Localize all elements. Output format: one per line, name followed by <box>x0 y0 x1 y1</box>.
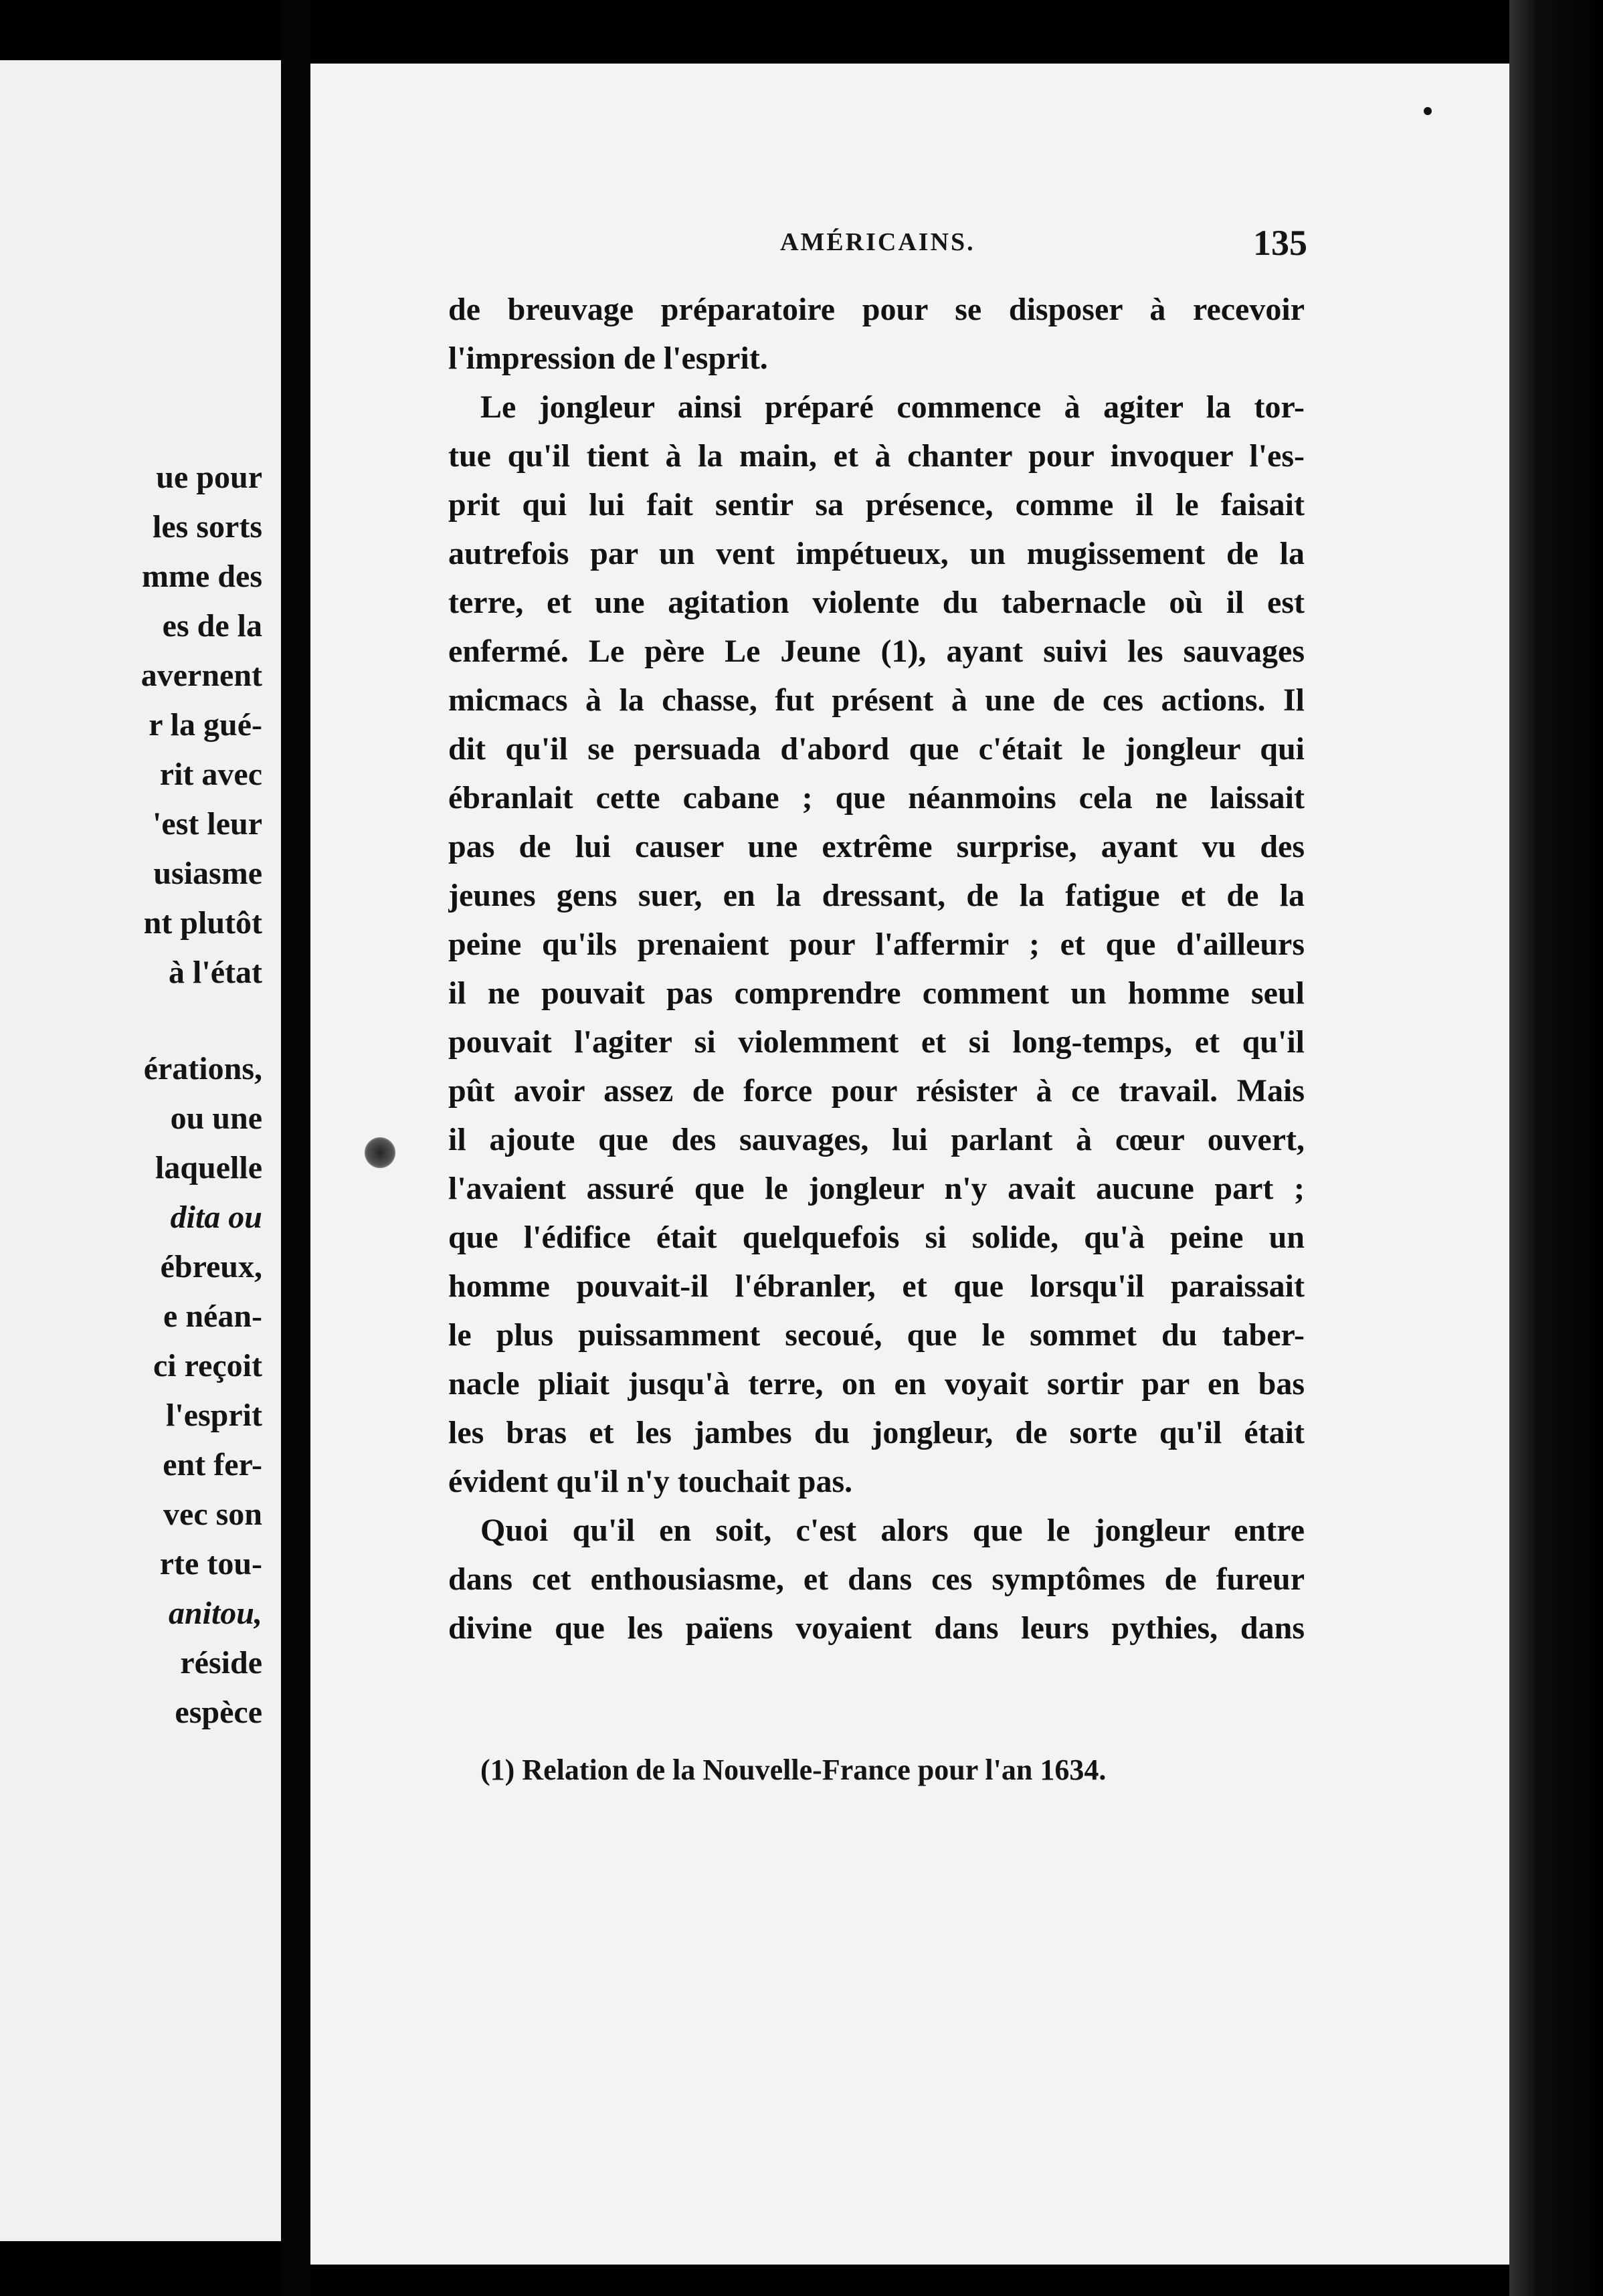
left-page-line: anitou, <box>168 1596 262 1631</box>
left-page-line: l'esprit <box>166 1398 262 1433</box>
text-line: il ajoute que des sauvages, lui parlant à cœur ouvert, <box>448 1122 1305 1157</box>
text-line: les bras et les jambes du jongleur, de sorte qu'il était <box>448 1415 1305 1450</box>
left-page-line: laquelle <box>155 1150 262 1185</box>
text-line: tue qu'il tient à la main, et à chanter pour invoquer l'es- <box>448 438 1305 474</box>
left-page-line: usiasme <box>153 856 262 891</box>
left-page-line: vec son <box>163 1497 262 1532</box>
left-page-line: à l'état <box>169 955 262 990</box>
left-page-line: rte tou- <box>159 1546 262 1582</box>
body-text <box>448 285 1305 1652</box>
text-line: évident qu'il n'y touchait pas. <box>448 1464 853 1499</box>
text-line: Quoi qu'il en soit, c'est alors que le jongleur entre <box>480 1513 1305 1548</box>
text-line: l'impression de l'esprit. <box>448 341 768 376</box>
left-page-line: nt plutôt <box>143 905 262 941</box>
left-page-line: r la gué- <box>149 707 262 743</box>
left-page-line: réside <box>180 1645 262 1681</box>
text-line: homme pouvait-il l'ébranler, et que lorsqu'il paraissait <box>448 1268 1305 1304</box>
text-line: prit qui lui fait sentir sa présence, comme il le faisait <box>448 487 1305 522</box>
text-line: pouvait l'agiter si violemment et si long-temps, et qu'il <box>448 1024 1305 1060</box>
text-line: dit qu'il se persuada d'abord que c'était le jongleur qui <box>448 731 1305 767</box>
text-line: pût avoir assez de force pour résister à ce travail. Mais <box>448 1073 1305 1109</box>
book-gutter <box>281 0 310 2296</box>
footnote: (1) Relation de la Nouvelle-France pour l'an 1634. <box>480 1753 1107 1786</box>
left-page-line: ue pour <box>156 460 262 495</box>
left-page-line: dita ou <box>170 1200 262 1235</box>
left-page-line: es de la <box>162 608 262 644</box>
text-line: il ne pouvait pas comprendre comment un homme seul <box>448 975 1305 1011</box>
ink-blot <box>365 1137 395 1168</box>
ink-dot <box>1424 107 1432 115</box>
left-page-line: les sorts <box>153 509 262 545</box>
text-line: terre, et une agitation violente du tabernacle où il est <box>448 585 1305 620</box>
left-page-line: mme des <box>142 559 262 594</box>
text-line: l'avaient assuré que le jongleur n'y avait aucune part ; <box>448 1171 1305 1206</box>
text-line: dans cet enthousiasme, et dans ces symptômes de fureur <box>448 1561 1305 1597</box>
text-line: que l'édifice était quelquefois si solide, qu'à peine un <box>448 1220 1305 1255</box>
text-line: Le jongleur ainsi préparé commence à agiter la tor- <box>480 389 1305 425</box>
text-line: divine que les païens voyaient dans leurs pythies, dans <box>448 1610 1305 1646</box>
text-line: pas de lui causer une extrême surprise, ayant vu des <box>448 829 1305 864</box>
text-line: enfermé. Le père Le Jeune (1), ayant suivi les sauvages <box>448 634 1305 669</box>
left-page-line: rit avec <box>159 757 262 792</box>
text-line: ébranlait cette cabane ; que néanmoins cela ne laissait <box>448 780 1305 816</box>
left-page-line: 'est leur <box>153 806 262 842</box>
text-line: micmacs à la chasse, fut présent à une de ces actions. Il <box>448 682 1305 718</box>
left-page-line: avernent <box>140 658 262 693</box>
page-number: 135 <box>1253 223 1307 263</box>
left-page-line: e néan- <box>163 1299 262 1334</box>
text-line: autrefois par un vent impétueux, un mugissement de la <box>448 536 1305 571</box>
left-page-line: ou une <box>170 1101 262 1136</box>
left-page-line: érations, <box>143 1051 262 1086</box>
text-line: nacle pliait jusqu'à terre, on en voyait sortir par en bas <box>448 1366 1305 1402</box>
page-edge-shadow <box>1509 0 1603 2296</box>
text-line: peine qu'ils prenaient pour l'affermir ; et que d'ailleurs <box>448 927 1305 962</box>
left-page-line: ébreux, <box>160 1249 262 1284</box>
left-page-line: ci reçoit <box>153 1348 262 1383</box>
left-page <box>0 60 281 2241</box>
text-line: le plus puissamment secoué, que le sommet du taber- <box>448 1317 1305 1353</box>
running-head <box>472 223 1307 268</box>
running-title: AMÉRICAINS. <box>780 228 975 256</box>
text-line: jeunes gens suer, en la dressant, de la fatigue et de la <box>448 878 1305 913</box>
left-page-line: espèce <box>175 1695 262 1730</box>
left-page-line: ent fer- <box>163 1447 262 1482</box>
text-line: de breuvage préparatoire pour se disposer à recevoir <box>448 292 1305 327</box>
